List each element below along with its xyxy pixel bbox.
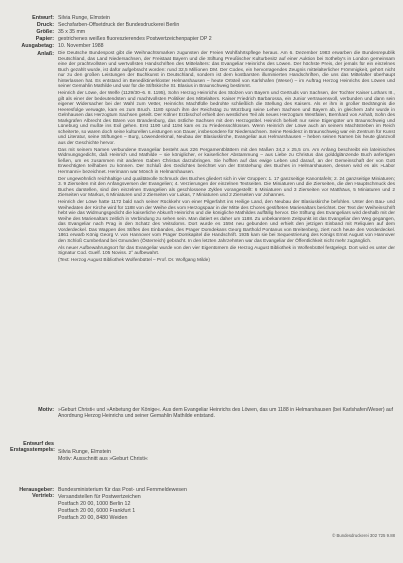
motiv-label: Motiv: [38,407,54,413]
erstag-stempel-label: Entwurf des Erstagsstempels: [10,441,55,454]
anlass-section [10,51,395,398]
field-papier-label: Papier: [35,36,54,42]
erstag-stempel-motiv: Motiv: Ausschnitt aus »Geburt Christi« [58,456,148,462]
anlass-paragraph-7: (Text: Herzog August Bibliothek Wolfenbüttel – Prof. Dr. Wolfgang Milde) [58,257,210,263]
herausgeber-line-1: Bundesministerium für das Post- und Fernmeldewesen [58,487,187,493]
printer-imprint: © Bundesdruckerei 302 725 9.88 [332,533,395,538]
herausgeber-line-3: Postfach 20 00, 1000 Berlin 12 [58,500,131,507]
herausgeber-label: Herausgeber: Vertrieb: [19,487,54,500]
field-groesse-value: 35 x 35 mm [58,29,86,35]
herausgeber-line-5: Postfach 20 00, 8480 Weiden [58,514,128,521]
erstag-stempel-section [10,441,395,471]
field-groesse-label: Größe: [36,29,54,35]
herausgeber-line-2: Versandstellen für Postwertzeichen [58,493,141,500]
anlass-paragraph-1: Die Deutsche Bundespost gibt die Weihnachtsmarken zugunsten der Freien Wohlfahrtspflege heraus. Am 6. Dezember 1983 erwarben die Bundesrepublik Deutschland, das Land Niedersachsen, der Freistaat Bayern und die Stiftung Preußischer Kulturbesitz auf einer Auktion bei Sotheby's in London gemeinsam eine der prachtvollsten und wertvollsten Handschriften des Mittelalters: das Evangeliar Heinrichs des Löwen. Der höchste Preis, der jemals für ein einzelnes Buch gezahlt wurde, ist dafür aufgebracht worden: rund 32,5 Millionen DM. Der Codex, ein hervorragendes Zeugnis mittelalterlicher Frömmigkeit, gehört nicht nur zu den großen Leistungen der Buchkunst in Deutschland, sondern ist dem kostbarsten illuminierten Handschriften, die uns das Mittelalter überhaupt hinterlassen hat. Es entstand im Benediktinerkloster Helmarshausen – heute Ortsteil von Karlshafen (Weser) – im Auftrag Herzog Heinrichs des Löwen und seiner Gemahlin Mathilde und war für die Stiftskirche St. Blasius in Braunschweig bestimmt. [58,51,395,90]
herausgeber-line-4: Postfach 20 00, 6000 Frankfurt 1 [58,507,136,514]
motiv-section [10,407,395,437]
anlass-paragraph-5: Heinrich der Löwe hatte 1172 bald nach seiner Rückkehr von einer Pilgerfahrt ins Heilige Land, den Neubau der Blasiuskirche befohlen. Unter den Bau- und Weihedaten der Kirche wird für 1188 von der Weihe des vom Herzogspaar in der Mitte des Chores gestifteten Marienaltars berichtet. Der Text der Weiheinschrift hebt wie das Widmungsgedicht die kaiserliche Abkunft Heinrichs und die königliche Mathildes auffällig hervor. Die Stiftung des Evangeliars wird deshalb mit der Weihe des Marienaltars zeitlich in Verbindung zu sehen sein. Man datiert es daher um 1188. Zu unbekanntem Zeitpunkt ist das Evangeliar den Weg gegangen, das Evangeliar nach Prag in den Schatz des Veitsdoms. Dort wurde es 1594 neu gebunden und erhielt den jetzigen Einband mit Reliquien auf dem Vorderdeckel. Das Wappen des Stiftes des Einbandes, des Prager Domdekans Georg Barthold Pontanus von Breitenberg, ziert noch heute den Vorderdeckel. 1861 erwarb König Georg V. von Hannover vom Prager Domkapitel die Handschrift. 1935 kam sie bei Sequestrierung des Königs Ernst August von Hannover den Schloß Cumberland bei Gmunden (Österreich) gebracht. In den letzten Jahrzehnten war das Evangeliar der Öffentlichkeit nicht mehr zugänglich. [58,199,395,244]
field-anlass-label: Anlaß: [37,51,54,57]
field-entwurf-label: Entwurf: [32,15,54,21]
anlass-paragraph-6: Als neuer Aufbewahrungsort für das Evangeliar wurde von den vier Eigentümern die Herzog August Bibliothek in Wolfenbüttel festgelegt. Dort wird es unter der Signatur Cod. Guelf. 105 Noviss. 2° aufbewahrt. [58,245,395,257]
field-ausgabetag-value: 10. November 1988 [58,43,104,49]
herausgeber-section [10,487,395,533]
erstag-stempel-designer: Silvia Runge, Elmstein [58,449,111,455]
motiv-value: »Geburt Christi« und »Anbetung der Könige«. Aus dem Evangeliar Heinrichs des Löwen, das um 1188 in Helmarshausen (bei Karlshafen/Weser) auf Anordnung Herzog Heinrichs und seiner Gemahlin Mathilde entstand. [58,407,394,420]
herausgeber-lines [58,487,395,522]
anlass-paragraph-2: Heinrich der Löwe, der Welfe (1129/30–6. 8. 1195), Sohn Herzog Heinrichs des Stolzen von Bayern und Gertruds von Sachsen, der Tochter Kaiser Lothars III., gilt als einer der bedeutendsten und machtvollsten Politiker des Mittelalters. Kaiser Friedrich Barbarossa, ein Junior vertrauensvoll, verbunden und dann sein eigener Widersacher bei der Wahl zum Vetter, Heinrichs Machtfülle bedrohte schließlich die Stellung des Kaisers. Als er ihm in großer Bedrängnis die Heeresfolge verwagte, kam es zum Bruch. 1180 sprach ihm der Reichstag zu Würzburg seine Lehen Sachsen und Bayern ab, in gleichem Jahr wurde in Gelnhausen das Herzogtum Sachsen geteilt. Der Kölner Erzbischof erhielt den westlichen Teil als neues Herzogtum Westfalen, Bernhard von Anhalt, Sohn des Markgrafen Albrecht des Bären von Brandenburg, das östliche Sachsen mit dem Herzogstitel. Heinrich behielt nur seine Eigengüter um Braunschweig und Lüneburg und mußte ins Exil gehen. Erst 1190 und 1194 kam es zu Friedensschlüssen. Wenn Heinrich der Löwe auch an seinem Machtstreben im Reich scheiterte, so waren doch seine kulturellen Leistungen von Dauer, insbesondere für Niedersachsen. Seine Residenz in Braunschweig war ein Zentrum für Kunst und Literatur, seine Stiftungen – Burg, Löwendenkmal, Neubau der Blasiuskirche, Evangeliar aus Helmarshausen – heben seinen Namen bis heute glanzvoll aus der Geschichte hervor. [58,91,395,146]
erstag-stempel-lines [58,449,395,463]
field-druck-label: Druck: [36,22,54,28]
field-ausgabetag-label: Ausgabetag: [21,43,54,49]
field-druck-value: Sechsfarben-Offsetdruck der Bundesdruckerei Berlin [58,22,180,28]
field-papier-value: gestrichenes weißes fluoreszierendes Postwertzeichenpapier DP 2 [58,36,212,42]
anlass-text [58,51,395,265]
anlass-paragraph-3: Das mit seinem Namen verbundene Evangeliar besteht aus 226 Pergamentblättern mit den Maßen 34,2 x 25,5 cm. Am Anfang beschreibt ein lateinisches Widmungsgedicht, daß Heinrich und Mathilde – sie königlicher, er kaiserlicher Abstammung – aus Liebe zu Christus das golddglänzende Buch anfertigen ließen, um es zusammen mit anderen Gaben Christus darzubringen. Sie hofften auf das ewige Leben und darauf, an der Gemeinschaft der von Gott Erwechtigten teilhaben zu können. Der Schluß des Gedichtes berichtet von der Entstehung des Buches in Helmarshausen, dessen wird es als »Labor Hermanni« bezeichnet. Herimann war Mönch in Helmarshausen. [58,147,395,175]
field-entwurf-value: Silvia Runge, Elmstein [58,15,110,21]
anlass-paragraph-4: Der ungewöhnlich reichhaltige und qualitätvolle Schmuck des Buches gliedert sich in vier Gruppen: 1. 17 ganzseitige Kanontafeln; 2. 24 ganzseitige Miniaturen; 3. 9 Zierseiten mit den Anfangsversen der Evangelien; 4. Verzierungen der einzelnen Textseiten. Die Miniaturen und die Zierseiten, die den Hauptschmuck des Buches darstellen, sind den einzelnen Evangelien als geschlossene Zyklen vorangestellt: 6 Miniaturen und 3 Zierseiten vor Matthäus, 5 Miniaturen und 2 Zierseiten vor Markus, 6 Miniaturen und 2 Zierseiten vor Lukas, 7 Miniaturen und 2 Zierseiten vor Johannes. [58,176,395,199]
